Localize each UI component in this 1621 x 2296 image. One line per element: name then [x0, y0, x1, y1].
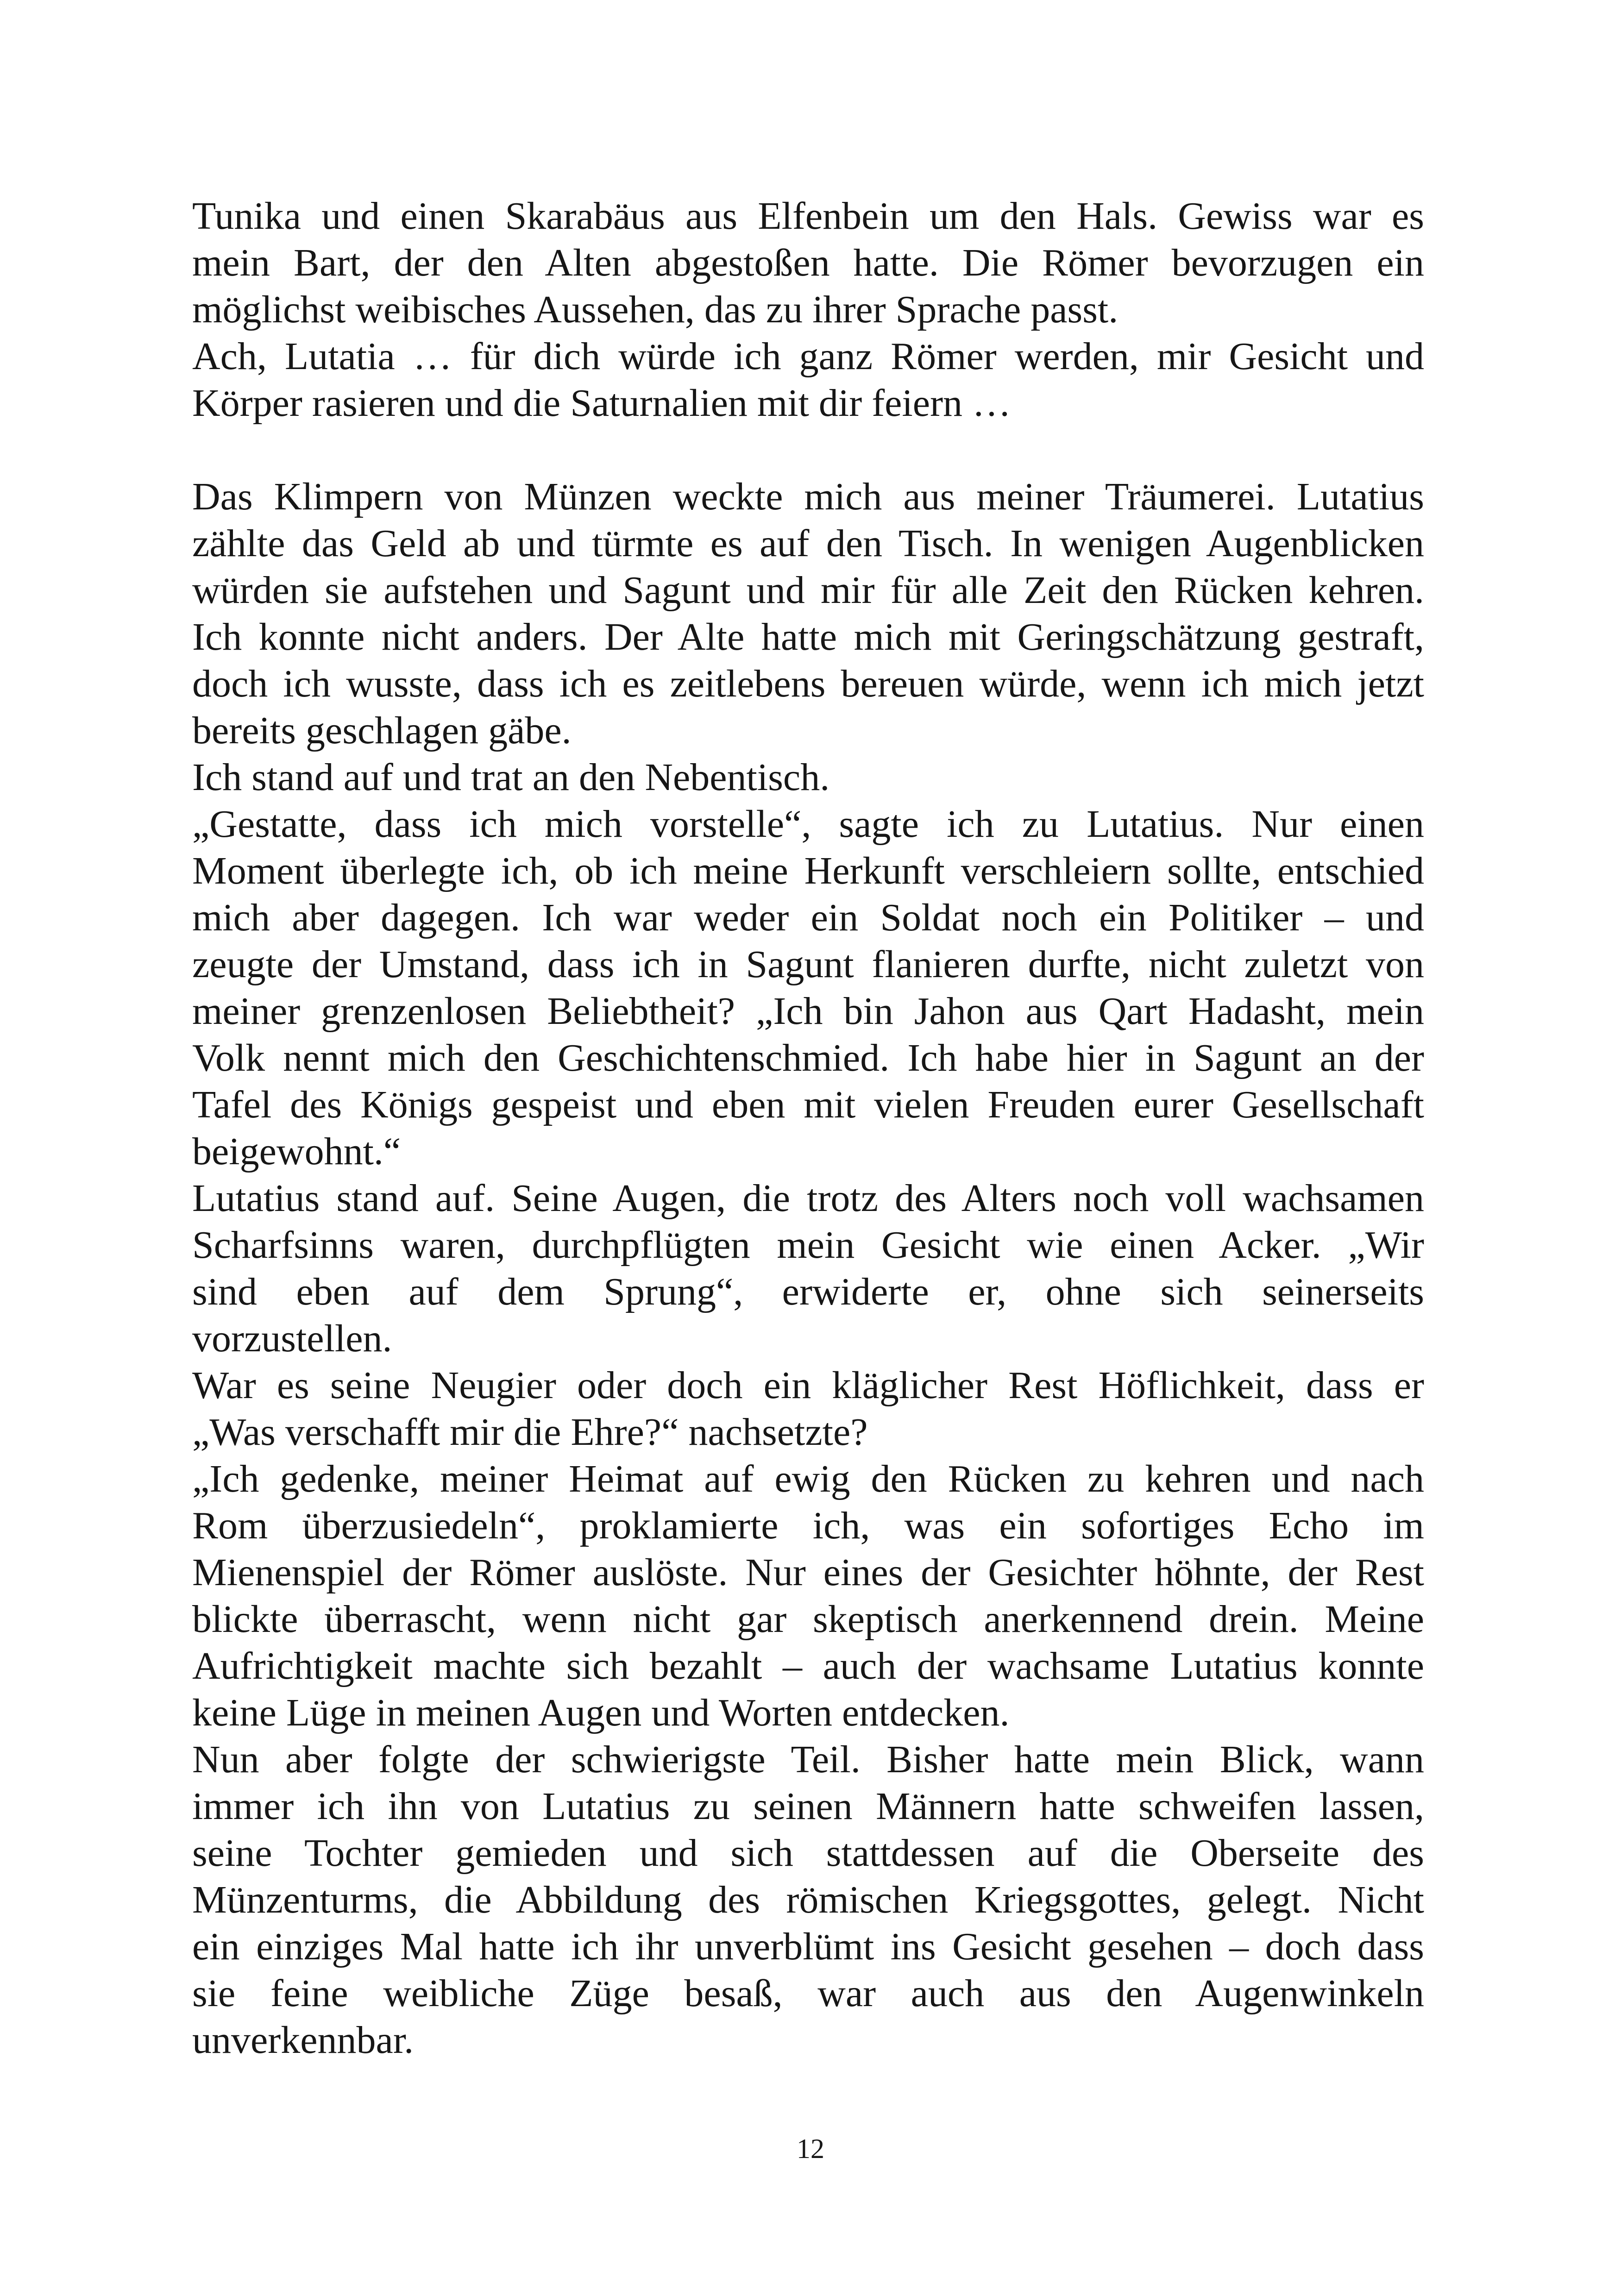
text-line: Das Klimpern von Münzen weckte mich aus meiner Träumerei. Lutatius	[192, 475, 1424, 518]
paragraph-break	[192, 427, 1424, 473]
text-line: „Ich gedenke, meiner Heimat auf ewig den Rücken zu kehren und nach	[192, 1457, 1424, 1500]
text-line: beigewohnt.“	[192, 1130, 401, 1173]
text-line: mich aber dagegen. Ich war weder ein Soldat noch ein Politiker – und	[192, 896, 1424, 939]
text-line: Ich stand auf und trat an den Nebentisch.	[192, 756, 830, 799]
text-line: Scharfsinns waren, durchpflügten mein Gesicht wie einen Acker. „Wir	[192, 1223, 1424, 1267]
text-line: Ach, Lutatia … für dich würde ich ganz Römer werden, mir Gesicht und	[192, 335, 1424, 378]
text-line: keine Lüge in meinen Augen und Worten entdecken.	[192, 1691, 1010, 1734]
text-line: Tunika und einen Skarabäus aus Elfenbein um den Hals. Gewiss war es	[192, 194, 1424, 238]
text-line: Rom überzusiedeln“, proklamierte ich, was ein sofortiges Echo im	[192, 1504, 1424, 1547]
text-line: würden sie aufstehen und Sagunt und mir für alle Zeit den Rücken kehren.	[192, 569, 1424, 612]
text-line: zählte das Geld ab und türmte es auf den Tisch. In wenigen Augenblicken	[192, 522, 1424, 565]
text-line: mein Bart, der den Alten abgestoßen hatte. Die Römer bevorzugen ein	[192, 241, 1424, 284]
text-line: Ich konnte nicht anders. Der Alte hatte mich mit Geringschätzung gestraft,	[192, 615, 1424, 659]
text-line: Moment überlegte ich, ob ich meine Herkunft verschleiern sollte, entschied	[192, 849, 1424, 892]
body-text	[192, 193, 1424, 2064]
text-line: Mienenspiel der Römer auslöste. Nur eines der Gesichter höhnte, der Rest	[192, 1551, 1424, 1594]
text-line: zeugte der Umstand, dass ich in Sagunt flanieren durfte, nicht zuletzt von	[192, 943, 1424, 986]
text-line: immer ich ihn von Lutatius zu seinen Männern hatte schweifen lassen,	[192, 1785, 1424, 1828]
text-line: bereits geschlagen gäbe.	[192, 709, 572, 752]
text-line: möglichst weibisches Aussehen, das zu ihrer Sprache passt.	[192, 288, 1118, 331]
text-line: „Gestatte, dass ich mich vorstelle“, sagte ich zu Lutatius. Nur einen	[192, 803, 1424, 846]
text-line: Münzenturms, die Abbildung des römischen Kriegsgottes, gelegt. Nicht	[192, 1878, 1424, 1921]
text-line: „Was verschafft mir die Ehre?“ nachsetzte?	[192, 1411, 868, 1454]
text-line: Nun aber folgte der schwierigste Teil. Bisher hatte mein Blick, wann	[192, 1738, 1424, 1781]
text-line: ein einziges Mal hatte ich ihr unverblümt ins Gesicht gesehen – doch dass	[192, 1925, 1424, 1968]
page-number: 12	[797, 2133, 824, 2164]
text-line: Lutatius stand auf. Seine Augen, die trotz des Alters noch voll wachsamen	[192, 1177, 1424, 1220]
text-line: Körper rasieren und die Saturnalien mit dir feiern …	[192, 382, 1012, 425]
text-line: Volk nennt mich den Geschichtenschmied. Ich habe hier in Sagunt an der	[192, 1036, 1424, 1079]
text-line: unverkennbar.	[192, 2019, 414, 2062]
text-line: sie feine weibliche Züge besaß, war auch aus den Augenwinkeln	[192, 1972, 1424, 2015]
text-line: Tafel des Königs gespeist und eben mit vielen Freuden eurer Gesellschaft	[192, 1083, 1424, 1126]
text-line: vorzustellen.	[192, 1317, 392, 1360]
text-line: War es seine Neugier oder doch ein kläglicher Rest Höflichkeit, dass er	[192, 1364, 1424, 1407]
text-line: doch ich wusste, dass ich es zeitlebens bereuen würde, wenn ich mich jetzt	[192, 662, 1424, 705]
text-line: meiner grenzenlosen Beliebtheit? „Ich bin Jahon aus Qart Hadasht, mein	[192, 990, 1424, 1033]
text-line: Aufrichtigkeit machte sich bezahlt – auch der wachsame Lutatius konnte	[192, 1644, 1424, 1687]
text-line: sind eben auf dem Sprung“, erwiderte er, ohne sich seinerseits	[192, 1270, 1424, 1313]
text-line: seine Tochter gemieden und sich stattdessen auf die Oberseite des	[192, 1832, 1424, 1875]
text-line: blickte überrascht, wenn nicht gar skeptisch anerkennend drein. Meine	[192, 1598, 1424, 1641]
